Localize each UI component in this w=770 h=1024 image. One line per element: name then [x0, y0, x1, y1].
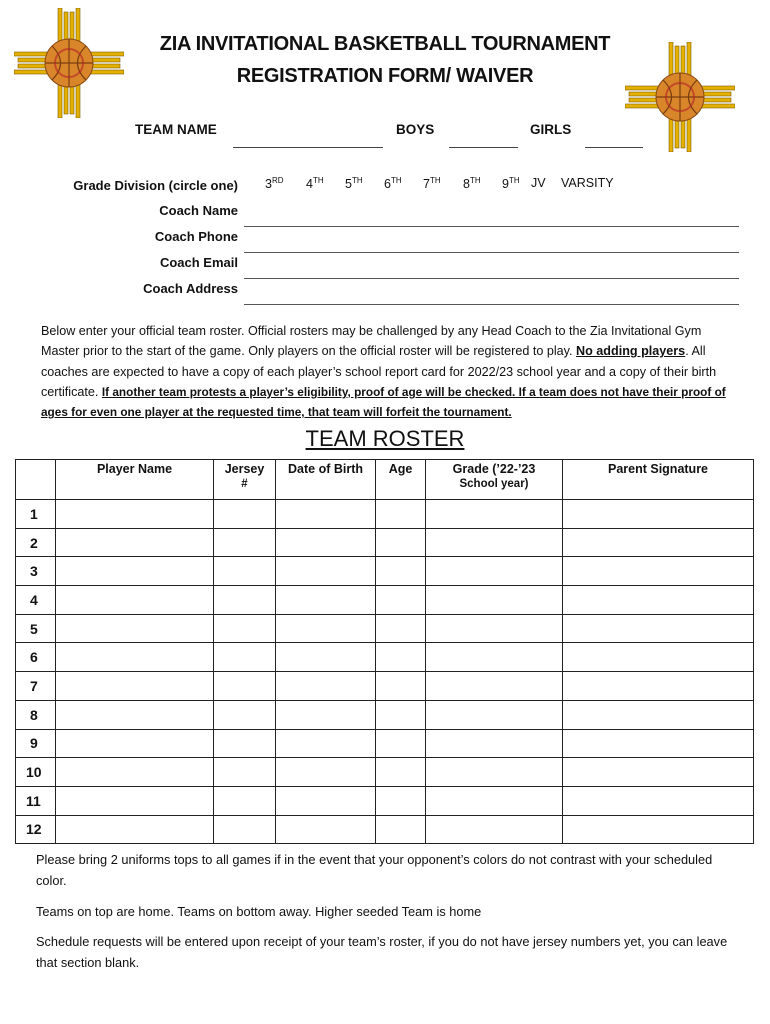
dob-cell[interactable]: [276, 586, 376, 615]
grade-cell[interactable]: [426, 614, 563, 643]
jersey-cell[interactable]: [214, 758, 276, 787]
row-number-header: [16, 460, 56, 500]
row-number: 5: [16, 614, 56, 643]
grade-cell[interactable]: [426, 700, 563, 729]
row-number: 11: [16, 786, 56, 815]
grade-cell[interactable]: [426, 786, 563, 815]
grade-cell[interactable]: [426, 557, 563, 586]
table-row: [16, 528, 754, 557]
row-number: 8: [16, 700, 56, 729]
player-name-cell[interactable]: [56, 643, 214, 672]
coach-email-label: Coach Email: [159, 255, 238, 270]
table-row: [16, 786, 754, 815]
dob-cell[interactable]: [276, 528, 376, 557]
grade-option-5th[interactable]: 5TH: [345, 176, 363, 191]
parent-signature-cell[interactable]: [563, 700, 754, 729]
age-cell[interactable]: [376, 643, 426, 672]
row-number: 2: [16, 528, 56, 557]
grade-option-jv[interactable]: JV: [531, 176, 546, 190]
dob-cell[interactable]: [276, 786, 376, 815]
row-number: 7: [16, 672, 56, 701]
age-cell[interactable]: [376, 614, 426, 643]
player-name-cell[interactable]: [56, 815, 214, 844]
coach-name-field[interactable]: [244, 225, 739, 227]
jersey-cell[interactable]: [214, 643, 276, 672]
dob-cell[interactable]: [276, 815, 376, 844]
jersey-cell[interactable]: [214, 614, 276, 643]
age-cell[interactable]: [376, 528, 426, 557]
row-number: 4: [16, 586, 56, 615]
player-name-cell[interactable]: [56, 500, 214, 529]
table-row: [16, 758, 754, 787]
form-title: ZIA INVITATIONAL BASKETBALL TOURNAMENT: [159, 33, 611, 55]
dob-cell[interactable]: [276, 758, 376, 787]
age-cell[interactable]: [376, 586, 426, 615]
grade-cell[interactable]: [426, 729, 563, 758]
roster-table: [15, 459, 754, 844]
table-row: [16, 815, 754, 844]
parent-signature-cell[interactable]: [563, 528, 754, 557]
player-name-cell[interactable]: [56, 557, 214, 586]
grade-division-label: Grade Division (circle one): [73, 178, 238, 193]
boys-label: BOYS: [396, 122, 435, 137]
grade-header: Grade (’22-’23 School year): [426, 460, 563, 500]
dob-cell[interactable]: [276, 614, 376, 643]
dob-cell[interactable]: [276, 700, 376, 729]
roster-title: TEAM ROSTER: [305, 426, 465, 451]
dob-cell[interactable]: [276, 643, 376, 672]
row-number: 9: [16, 729, 56, 758]
jersey-cell[interactable]: [214, 500, 276, 529]
table-row: [16, 557, 754, 586]
jersey-cell[interactable]: [214, 815, 276, 844]
player-name-cell[interactable]: [56, 528, 214, 557]
table-row: [16, 729, 754, 758]
player-name-cell[interactable]: [56, 672, 214, 701]
dob-cell[interactable]: [276, 729, 376, 758]
uniform-note: Please bring 2 uniforms tops to all games if in the event that your opponent’s colors do not contrast with your scheduled color.: [36, 852, 713, 888]
roster-instructions: Below enter your official team roster. Official rosters may be challenged by any Head Coach to the Zia Invitational Gym Master prior to the start of the game. Only players on the official roster will be registered to play. No adding players. All coaches are expected to have a copy of each player’s school report card for 2022/23 school year and a copy of their birth certificate. If another team protests a player’s eligibility, proof of age will be checked. If a team does not have their proof of ages for even one player at the requested time, that team will forfeit the tournament.: [41, 324, 726, 420]
grade-option-8th[interactable]: 8TH: [463, 176, 481, 191]
jersey-cell[interactable]: [214, 672, 276, 701]
coach-address-field[interactable]: [244, 303, 739, 305]
row-number: 12: [16, 815, 56, 844]
grade-cell[interactable]: [426, 528, 563, 557]
parent-signature-cell[interactable]: [563, 557, 754, 586]
row-number: 1: [16, 500, 56, 529]
roster-header-row: [16, 460, 754, 500]
age-cell[interactable]: [376, 557, 426, 586]
parent-signature-cell[interactable]: [563, 729, 754, 758]
age-cell[interactable]: [376, 672, 426, 701]
no-adding-players-note: No adding players: [576, 344, 686, 359]
grade-cell[interactable]: [426, 815, 563, 844]
dob-cell[interactable]: [276, 500, 376, 529]
jersey-header: Jersey #: [214, 460, 276, 500]
age-cell[interactable]: [376, 758, 426, 787]
zia-sun-basketball-icon: [625, 42, 735, 152]
player-name-cell[interactable]: [56, 729, 214, 758]
age-cell[interactable]: [376, 700, 426, 729]
grade-option-9th[interactable]: 9TH: [502, 176, 520, 191]
player-name-cell[interactable]: [56, 758, 214, 787]
jersey-cell[interactable]: [214, 700, 276, 729]
parent-signature-cell[interactable]: [563, 643, 754, 672]
grade-option-6th[interactable]: 6TH: [384, 176, 402, 191]
dob-header: Date of Birth: [276, 460, 376, 500]
player-name-cell[interactable]: [56, 700, 214, 729]
coach-email-field[interactable]: [244, 277, 739, 279]
parent-signature-cell[interactable]: [563, 614, 754, 643]
parent-signature-header: Parent Signature: [563, 460, 754, 500]
table-row: [16, 500, 754, 529]
parent-signature-cell[interactable]: [563, 586, 754, 615]
grade-cell[interactable]: [426, 672, 563, 701]
form-subtitle: REGISTRATION FORM/ WAIVER: [236, 65, 534, 87]
grade-cell[interactable]: [426, 758, 563, 787]
age-cell[interactable]: [376, 815, 426, 844]
jersey-cell[interactable]: [214, 729, 276, 758]
grade-option-varsity[interactable]: VARSITY: [561, 176, 614, 190]
table-row: [16, 586, 754, 615]
girls-field[interactable]: [585, 146, 643, 148]
girls-label: GIRLS: [530, 122, 572, 137]
age-cell[interactable]: [376, 786, 426, 815]
parent-signature-cell[interactable]: [563, 786, 754, 815]
coach-address-label: Coach Address: [143, 281, 238, 296]
table-row: [16, 672, 754, 701]
jersey-cell[interactable]: [214, 557, 276, 586]
grade-option-3rd[interactable]: 3RD: [265, 176, 284, 191]
parent-signature-cell[interactable]: [563, 500, 754, 529]
jersey-cell[interactable]: [214, 786, 276, 815]
parent-signature-cell[interactable]: [563, 815, 754, 844]
coach-phone-label: Coach Phone: [154, 229, 238, 244]
table-row: [16, 700, 754, 729]
parent-signature-cell[interactable]: [563, 672, 754, 701]
row-number: 10: [16, 758, 56, 787]
jersey-cell[interactable]: [214, 528, 276, 557]
player-name-cell[interactable]: [56, 586, 214, 615]
grade-option-7th[interactable]: 7TH: [423, 176, 441, 191]
home-away-note: Teams on top are home. Teams on bottom away. Higher seeded Team is home: [36, 904, 482, 919]
row-number: 3: [16, 557, 56, 586]
player-name-header: Player Name: [56, 460, 214, 500]
coach-phone-field[interactable]: [244, 251, 739, 253]
team-name-label: TEAM NAME: [135, 122, 217, 137]
zia-sun-basketball-icon: [14, 8, 124, 118]
grade-cell[interactable]: [426, 586, 563, 615]
age-cell[interactable]: [376, 500, 426, 529]
table-row: [16, 643, 754, 672]
player-name-cell[interactable]: [56, 786, 214, 815]
grade-cell[interactable]: [426, 500, 563, 529]
age-cell[interactable]: [376, 729, 426, 758]
grade-cell[interactable]: [426, 643, 563, 672]
jersey-cell[interactable]: [214, 586, 276, 615]
schedule-note: Schedule requests will be entered upon receipt of your team’s roster, if you do not have jersey numbers yet, you can leave that section blank.: [36, 934, 728, 970]
grade-option-4th[interactable]: 4TH: [306, 176, 324, 191]
eligibility-warning: If another team protests a player’s eligibility, proof of age will be checked. If a team does not have their proof of ages for even one player at the requested time, that team will forfeit the tournament.: [41, 384, 726, 420]
dob-cell[interactable]: [276, 672, 376, 701]
table-row: [16, 614, 754, 643]
parent-signature-cell[interactable]: [563, 758, 754, 787]
dob-cell[interactable]: [276, 557, 376, 586]
row-number: 6: [16, 643, 56, 672]
player-name-cell[interactable]: [56, 614, 214, 643]
age-header: Age: [376, 460, 426, 500]
coach-name-label: Coach Name: [159, 203, 238, 218]
team-name-field[interactable]: [233, 146, 383, 148]
boys-field[interactable]: [449, 146, 518, 148]
